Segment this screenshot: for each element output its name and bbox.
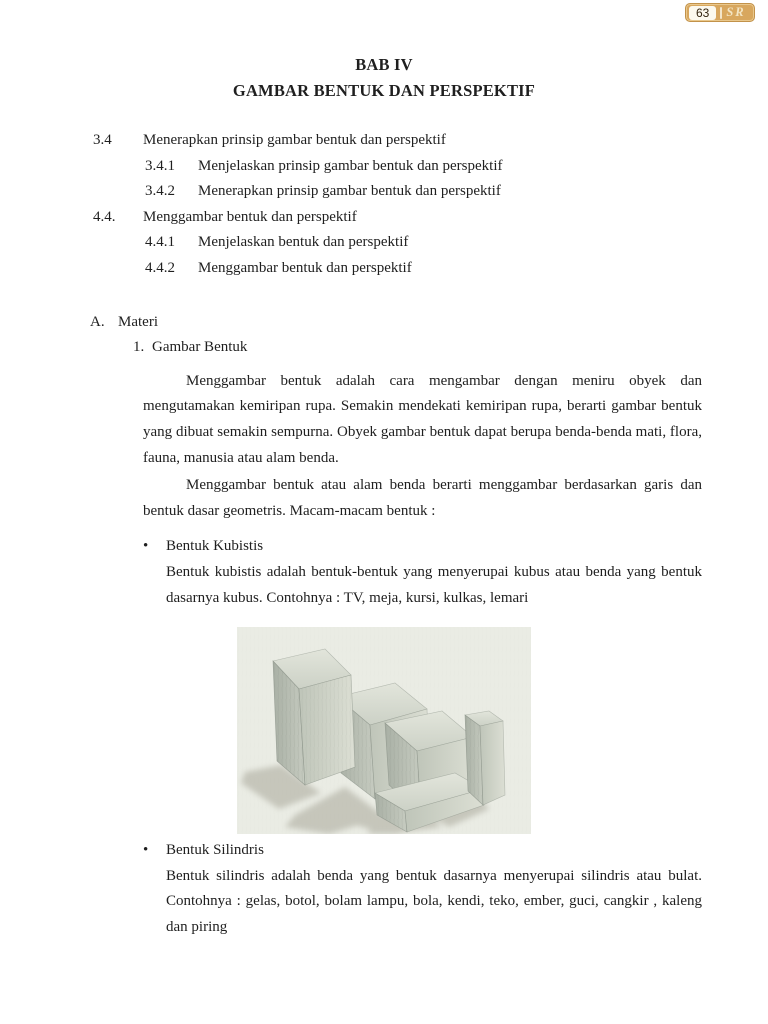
outline-text: Menggambar bentuk dan perspektif — [198, 259, 412, 276]
section-letter: A. — [90, 313, 105, 330]
subsection-title: Gambar Bentuk — [152, 339, 248, 356]
outline-number: 3.4.1 — [145, 157, 175, 174]
outline-item — [0, 205, 768, 231]
bullet-title: Bentuk Kubistis — [166, 538, 264, 555]
outline-text: Menjelaskan prinsip gambar bentuk dan perspektif — [198, 157, 503, 174]
bullet-item-silindris — [143, 838, 702, 940]
outline-item — [0, 230, 768, 256]
cubic-boxes-sketch-image — [237, 627, 531, 834]
outline-number: 4.4. — [93, 208, 116, 225]
bullet-item-kubistis — [143, 534, 702, 611]
badge-brand-label: SR — [726, 4, 746, 19]
materi-section-head — [0, 310, 768, 361]
outline-number: 3.4.2 — [145, 183, 175, 200]
doc-header — [0, 0, 768, 104]
outline-number: 4.4.1 — [145, 234, 175, 251]
outline-list — [0, 128, 768, 282]
badge-divider — [720, 7, 722, 19]
bullet-title: Bentuk Silindris — [166, 842, 264, 859]
bullet-icon: • — [143, 538, 149, 555]
section-heading — [0, 310, 768, 336]
bullet-description: Bentuk kubistis adalah bentuk-bentuk yang menyerupai kubus atau benda yang bentuk dasarnya kubus. Contohnya : TV, meja, kursi, kulkas, lemari — [166, 563, 702, 606]
chapter-number: BAB IV — [355, 55, 413, 74]
paragraph-intro-macam: Menggambar bentuk atau alam benda berarti menggambar berdasarkan garis dan bentuk dasar geometris. Macam-macam bentuk : — [143, 477, 702, 519]
page-number-badge — [685, 3, 755, 22]
outline-text: Menggambar bentuk dan perspektif — [143, 208, 357, 225]
outline-item — [0, 154, 768, 180]
figure-kubistis-sketch — [237, 627, 531, 834]
outline-text: Menerapkan prinsip gambar bentuk dan perspektif — [143, 132, 446, 148]
paragraph-definition: Menggambar bentuk adalah cara mengambar dengan meniru obyek dan mengutamakan kemiripan rupa. Semakin mendekati kemiripan rupa, berarti gambar bentuk yang dibuat semakin sempurna. Obyek gambar bentuk dapat berupa benda-benda mati, flora, fauna, manusia atau alam benda. — [143, 372, 702, 466]
outline-number: 4.4.2 — [145, 259, 175, 276]
subsection-heading — [133, 335, 768, 361]
outline-text: Menerapkan prinsip gambar bentuk dan perspektif — [198, 183, 501, 200]
page-number: 63 — [689, 6, 716, 20]
chapter-title: GAMBAR BENTUK DAN PERSPEKTIF — [232, 81, 536, 100]
outline-item — [0, 179, 768, 205]
outline-item — [0, 256, 768, 282]
outline-item — [0, 128, 768, 154]
outline-number: 3.4 — [93, 132, 112, 148]
outline-text: Menjelaskan bentuk dan perspektif — [198, 234, 409, 251]
bullet-description: Bentuk silindris adalah benda yang bentuk dasarnya menyerupai silindris atau bulat. Contohnya : gelas, botol, bolam lampu, bola, kendi, teko, ember, guci, cangkir , kaleng dan piring — [166, 867, 702, 935]
subsection-number: 1. — [133, 339, 145, 356]
section-title: Materi — [118, 313, 158, 330]
bullet-icon: • — [143, 842, 149, 859]
